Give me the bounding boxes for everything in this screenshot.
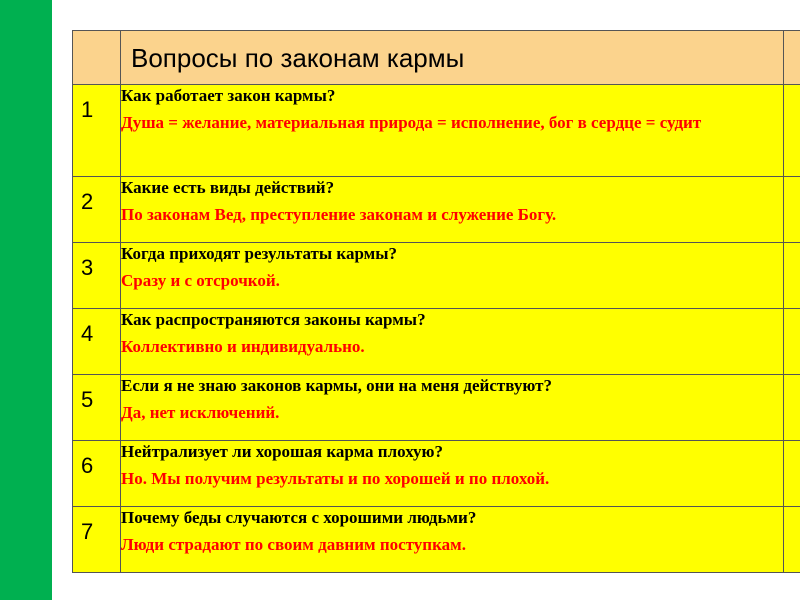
answer-text: Сразу и с отсрочкой. bbox=[121, 271, 280, 290]
row-number-cell bbox=[73, 375, 121, 441]
row-number-cell bbox=[73, 177, 121, 243]
answer-text: Коллективно и индивидуально. bbox=[121, 337, 365, 356]
row-content-cell bbox=[121, 177, 784, 243]
answer-text: Но. Мы получим результаты и по хорошей и по плохой. bbox=[121, 469, 550, 488]
answer-text: По законам Вед, преступление законам и служение Богу. bbox=[121, 205, 557, 224]
side-accent-bar bbox=[0, 0, 52, 600]
table-header-row bbox=[73, 31, 800, 85]
row-extra-cell bbox=[784, 309, 800, 375]
question-text: Какие есть виды действий? bbox=[121, 178, 335, 197]
table-title: Вопросы по законам кармы bbox=[131, 43, 465, 73]
row-number-cell bbox=[73, 507, 121, 573]
question-text: Как распространяются законы кармы? bbox=[121, 310, 426, 329]
row-content-cell bbox=[121, 85, 784, 177]
karma-questions-table bbox=[72, 30, 800, 573]
table-row bbox=[73, 309, 800, 375]
row-extra-cell bbox=[784, 177, 800, 243]
row-extra-cell bbox=[784, 85, 800, 177]
header-title-cell bbox=[121, 31, 784, 85]
row-number: 2 bbox=[81, 189, 94, 214]
row-number-cell bbox=[73, 85, 121, 177]
table-row bbox=[73, 85, 800, 177]
row-extra-cell bbox=[784, 375, 800, 441]
row-number: 5 bbox=[81, 387, 94, 412]
row-number-cell bbox=[73, 243, 121, 309]
question-text: Нейтрализует ли хорошая карма плохую? bbox=[121, 442, 444, 461]
row-content-cell bbox=[121, 309, 784, 375]
question-text: Почему беды случаются с хорошими людьми? bbox=[121, 508, 477, 527]
row-number: 1 bbox=[81, 97, 94, 122]
row-number: 6 bbox=[81, 453, 94, 478]
row-number: 7 bbox=[81, 519, 94, 544]
header-number-cell bbox=[73, 31, 121, 85]
row-content-cell bbox=[121, 507, 784, 573]
row-content-cell bbox=[121, 375, 784, 441]
question-text: Когда приходят результаты кармы? bbox=[121, 244, 398, 263]
row-number-cell bbox=[73, 309, 121, 375]
row-content-cell bbox=[121, 243, 784, 309]
table-row bbox=[73, 243, 800, 309]
row-extra-cell bbox=[784, 243, 800, 309]
table-row bbox=[73, 177, 800, 243]
row-number: 4 bbox=[81, 321, 94, 346]
question-text: Как работает закон кармы? bbox=[121, 86, 336, 105]
row-extra-cell bbox=[784, 441, 800, 507]
row-extra-cell bbox=[784, 507, 800, 573]
answer-text: Люди страдают по своим давним поступкам. bbox=[121, 535, 466, 554]
answer-text: Душа = желание, материальная природа = исполнение, бог в сердце = судит bbox=[121, 113, 702, 132]
table-row bbox=[73, 507, 800, 573]
row-number-cell bbox=[73, 441, 121, 507]
table-row bbox=[73, 441, 800, 507]
question-text: Если я не знаю законов кармы, они на меня действуют? bbox=[121, 376, 552, 395]
header-extra-cell bbox=[784, 31, 800, 85]
table-row bbox=[73, 375, 800, 441]
answer-text: Да, нет исключений. bbox=[121, 403, 280, 422]
row-number: 3 bbox=[81, 255, 94, 280]
row-content-cell bbox=[121, 441, 784, 507]
